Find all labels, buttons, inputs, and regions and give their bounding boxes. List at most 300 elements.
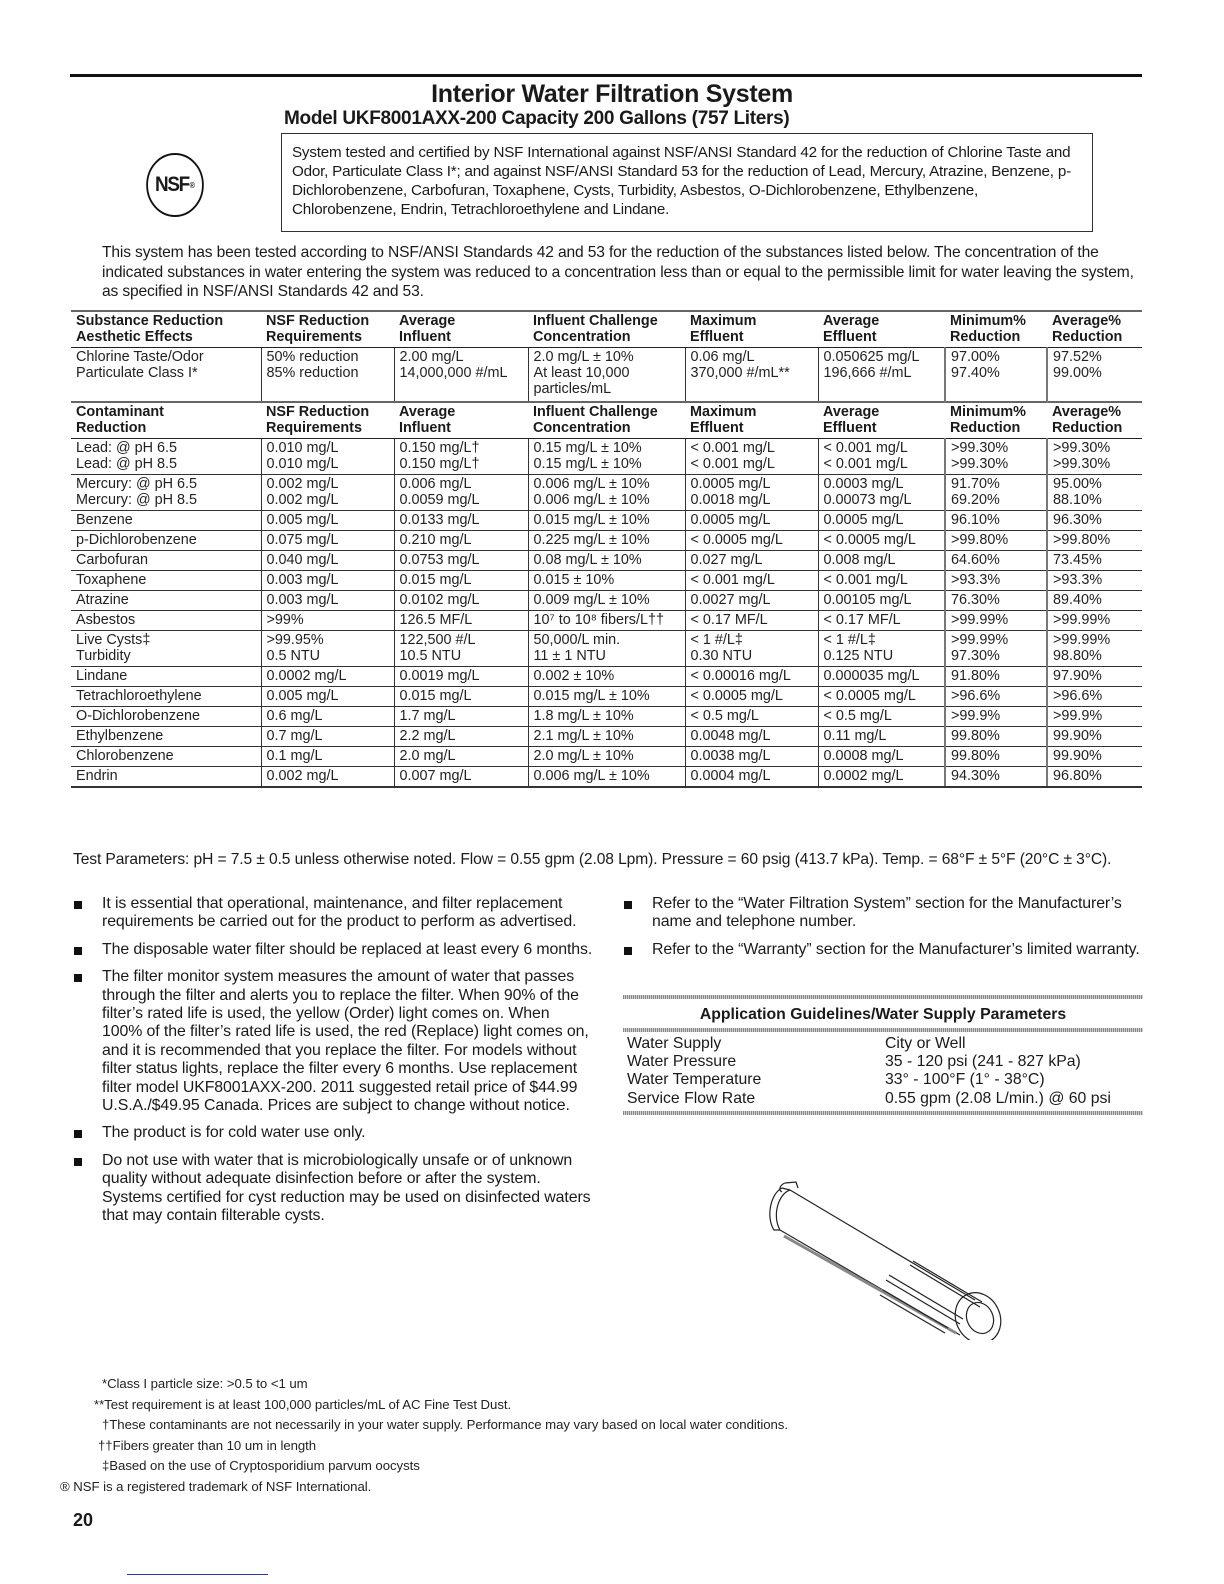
cell-line: 2.2 mg/L	[399, 728, 456, 744]
bullet-text: The filter monitor system measures the amount of water that passes through the filter and alerts you to replace the filter. When 90% of the filter’s rated life is used, the yellow (Order) light comes on. When 100% of the filter’s rated life is used, the red (Replace) light comes on, and it is recommended that you replace the filter. For models without filter status lights, replace the filter every 6 months. Use replacement filter model UKF8001AXX-200. 2011 suggested retail price of $44.99 U.S.A./$49.95 Canada. Prices are subject to change without notice.	[102, 968, 589, 1115]
cell-line: >99%	[266, 612, 304, 628]
cell-line: Mercury: @ pH 8.5	[76, 492, 197, 508]
cell-line: 0.0038 mg/L	[690, 748, 771, 764]
cell-line: 0.00105 mg/L	[823, 592, 912, 608]
cell-line: Endrin	[76, 768, 118, 784]
table-cell	[1047, 667, 1142, 687]
cell-line: Atrazine	[76, 592, 129, 608]
cell-line: 0.015 mg/L ± 10%	[533, 688, 650, 704]
table-row	[71, 551, 1142, 571]
table-row	[71, 611, 1142, 631]
table-cell	[1047, 631, 1142, 667]
test-parameters: Test Parameters: pH = 7.5 ± 0.5 unless otherwise noted. Flow = 0.55 gpm (2.08 Lpm). Pressure = 60 psig (413.7 kPa). Temp. = 68°F ± 5°F (20°C ± 3°C).	[73, 851, 1112, 868]
cell-line: 0.006 mg/L ± 10%	[533, 492, 650, 508]
cell-line: Average%	[1052, 404, 1122, 420]
cell-line: 2.1 mg/L ± 10%	[533, 728, 634, 744]
table-row	[71, 707, 1142, 727]
table-cell	[1047, 439, 1142, 475]
table-cell	[528, 707, 685, 727]
cell-line: >96.6%	[951, 688, 1001, 704]
cell-line: Maximum	[690, 404, 757, 420]
cell-line: 0.15 mg/L ± 10%	[533, 456, 642, 472]
cell-line: 0.015 mg/L	[399, 572, 472, 588]
cell-line: 97.30%	[951, 648, 1000, 664]
cell-line: < 0.0005 mg/L	[690, 688, 783, 704]
table-cell	[945, 667, 1047, 687]
cell-line: Average	[399, 404, 456, 420]
cell-line: 0.015 ± 10%	[533, 572, 615, 588]
bullet-square-icon	[624, 947, 632, 955]
cell-line: Average%	[1052, 313, 1122, 329]
cell-line: Influent Challenge	[533, 404, 658, 420]
column-header	[528, 402, 685, 439]
cell-line: Asbestos	[76, 612, 136, 628]
cell-line: 94.30%	[951, 768, 1000, 784]
cell-line: 0.5 NTU	[266, 648, 321, 664]
cell-line: At least 10,000	[533, 365, 630, 381]
table-cell	[261, 687, 394, 707]
bullet-text: It is essential that operational, maintenance, and filter replacement requirements be carried out for the product to perform as advertised.	[102, 895, 577, 931]
cell-line: < 0.17 MF/L	[823, 612, 901, 628]
cell-line: 64.60%	[951, 552, 1000, 568]
column-header	[945, 311, 1047, 348]
cell-line: 0.008 mg/L	[823, 552, 896, 568]
table-cell	[1047, 687, 1142, 707]
registered-mark: ®	[189, 180, 195, 190]
cell-line: Average	[823, 404, 880, 420]
cell-line: 96.80%	[1053, 768, 1102, 784]
cell-line: 99.00%	[1053, 365, 1102, 381]
cell-line: 0.002 mg/L	[266, 492, 339, 508]
cell-line: 0.0005 mg/L	[690, 476, 771, 492]
cell-line: NSF Reduction	[266, 313, 370, 329]
table-cell	[685, 667, 818, 687]
table-cell	[71, 631, 261, 667]
cell-line: Chlorine Taste/Odor	[76, 349, 204, 365]
table-cell	[528, 667, 685, 687]
table-cell	[71, 767, 261, 788]
cell-line: 99.80%	[951, 748, 1000, 764]
cell-line: >99.80%	[951, 532, 1009, 548]
bullet-item	[623, 895, 1143, 932]
table-cell	[71, 551, 261, 571]
cell-line: 0.002 mg/L	[266, 768, 339, 784]
cell-line: 0.000035 mg/L	[823, 668, 920, 684]
cell-line: Maximum	[690, 313, 757, 329]
certification-box	[281, 133, 1093, 232]
table-cell	[1047, 707, 1142, 727]
cell-line: Particulate Class I*	[76, 365, 198, 381]
table-cell	[818, 747, 945, 767]
cell-line: 0.30 NTU	[690, 648, 753, 664]
table-cell	[685, 747, 818, 767]
cell-line: 0.0005 mg/L	[690, 512, 771, 528]
cell-line: 10.5 NTU	[399, 648, 462, 664]
table-cell	[71, 727, 261, 747]
cell-line: Carbofuran	[76, 552, 148, 568]
bullet-text: Refer to the “Warranty” section for the Manufacturer’s limited warranty.	[652, 940, 1140, 958]
cell-line: 0.002 ± 10%	[533, 668, 615, 684]
column-header	[685, 402, 818, 439]
cell-line: 0.006 mg/L ± 10%	[533, 476, 650, 492]
cell-line: 85% reduction	[266, 365, 359, 381]
table-cell	[1047, 591, 1142, 611]
cell-line: Tetrachloroethylene	[76, 688, 202, 704]
table-cell	[71, 475, 261, 511]
table-cell	[818, 631, 945, 667]
contaminant-header-row	[71, 402, 1142, 439]
cell-line: < 0.00016 mg/L	[690, 668, 791, 684]
table-cell	[528, 348, 685, 403]
table-cell	[945, 511, 1047, 531]
guideline-label: Water Pressure	[627, 1053, 737, 1071]
cell-line: 0.0003 mg/L	[823, 476, 904, 492]
table-cell	[71, 707, 261, 727]
cell-line: 50% reduction	[266, 349, 359, 365]
cell-line: Requirements	[266, 420, 362, 436]
table-cell	[685, 591, 818, 611]
cell-line: 1.8 mg/L ± 10%	[533, 708, 634, 724]
cell-line: Concentration	[533, 329, 631, 345]
cell-line: 1.7 mg/L	[399, 708, 456, 724]
table-cell	[71, 439, 261, 475]
table-row	[71, 591, 1142, 611]
cell-line: 0.005 mg/L	[266, 512, 339, 528]
table-cell	[394, 591, 528, 611]
table-row	[71, 531, 1142, 551]
table-cell	[1047, 551, 1142, 571]
cell-line: Lindane	[76, 668, 128, 684]
cell-line: < 0.5 mg/L	[690, 708, 759, 724]
cell-line: >99.95%	[266, 632, 324, 648]
cell-line: 10⁷ to 10⁸ fibers/L††	[533, 612, 664, 628]
nsf-logo-text: NSF	[155, 173, 189, 196]
table-cell	[1047, 727, 1142, 747]
cell-line: 0.11 mg/L	[823, 728, 887, 744]
cell-line: Influent Challenge	[533, 313, 658, 329]
footnote: ® NSF is a registered trademark of NSF International.	[60, 1478, 372, 1494]
cell-line: 2.0 mg/L	[399, 748, 456, 764]
table-cell	[528, 611, 685, 631]
column-header	[528, 311, 685, 348]
cell-line: >99.99%	[951, 632, 1009, 648]
table-cell	[528, 727, 685, 747]
cell-line: Effluent	[823, 329, 877, 345]
table-cell	[261, 348, 394, 403]
table-cell	[71, 747, 261, 767]
table-cell	[394, 687, 528, 707]
cell-line: 0.7 mg/L	[266, 728, 323, 744]
cell-line: Toxaphene	[76, 572, 147, 588]
table-cell	[685, 475, 818, 511]
cell-line: 370,000 #/mL**	[690, 365, 790, 381]
cell-line: >99.30%	[951, 440, 1009, 456]
cell-line: 97.40%	[951, 365, 1000, 381]
table-cell	[685, 707, 818, 727]
application-guidelines-title: Application Guidelines/Water Supply Parameters	[699, 1006, 1067, 1023]
cell-line: 91.70%	[951, 476, 1000, 492]
table-cell	[394, 551, 528, 571]
hatch-rule	[623, 1111, 1143, 1115]
cell-line: 0.0133 mg/L	[399, 512, 480, 528]
cell-line: 0.010 mg/L	[266, 440, 339, 456]
table-cell	[818, 727, 945, 747]
column-header	[71, 402, 261, 439]
column-header	[818, 402, 945, 439]
column-header	[1047, 402, 1142, 439]
top-rule	[70, 74, 1142, 77]
table-cell	[261, 707, 394, 727]
table-cell	[394, 707, 528, 727]
cell-line: 2.0 mg/L ± 10%	[533, 349, 634, 365]
cell-line: Effluent	[690, 420, 744, 436]
table-cell	[945, 707, 1047, 727]
table-cell	[818, 571, 945, 591]
table-cell	[945, 631, 1047, 667]
cell-line: Reduction	[950, 420, 1021, 436]
cell-line: 0.003 mg/L	[266, 572, 339, 588]
table-cell	[261, 571, 394, 591]
cell-line: 0.075 mg/L	[266, 532, 339, 548]
cell-line: 122,500 #/L	[399, 632, 476, 648]
table-cell	[818, 687, 945, 707]
guideline-value: 35 - 120 psi (241 - 827 kPa)	[885, 1053, 1081, 1071]
cell-line: < 0.0005 mg/L	[823, 688, 916, 704]
table-cell	[945, 747, 1047, 767]
table-cell	[528, 687, 685, 707]
table-row	[71, 687, 1142, 707]
table-cell	[261, 511, 394, 531]
column-header	[71, 311, 261, 348]
cell-line: 99.80%	[951, 728, 1000, 744]
table-cell	[528, 631, 685, 667]
table-cell	[71, 687, 261, 707]
guideline-value: 0.55 gpm (2.08 L/min.) @ 60 psi	[885, 1089, 1111, 1107]
cell-line: Substance Reduction	[76, 313, 224, 329]
table-row	[71, 475, 1142, 511]
table-cell	[394, 631, 528, 667]
table-row	[71, 348, 1142, 403]
cell-line: 0.0753 mg/L	[399, 552, 480, 568]
application-guidelines	[623, 995, 1143, 1115]
cell-line: 0.0102 mg/L	[399, 592, 480, 608]
bullet-list-right	[623, 895, 1143, 968]
table-cell	[818, 511, 945, 531]
table-cell	[945, 551, 1047, 571]
guideline-label: Water Supply	[627, 1035, 722, 1052]
cell-line: 0.15 mg/L ± 10%	[533, 440, 642, 456]
table-cell	[528, 475, 685, 511]
link-underline[interactable]	[127, 1574, 268, 1575]
column-header	[394, 311, 528, 348]
table-cell	[685, 687, 818, 707]
table-cell	[685, 551, 818, 571]
table-cell	[818, 551, 945, 571]
cell-line: 0.050625 mg/L	[823, 349, 920, 365]
table-cell	[818, 707, 945, 727]
table-cell	[685, 727, 818, 747]
cell-line: 11 ± 1 NTU	[533, 648, 606, 664]
table-cell	[261, 475, 394, 511]
bullet-item	[623, 941, 1143, 959]
guideline-row	[627, 1053, 1143, 1071]
cell-line: 0.0027 mg/L	[690, 592, 771, 608]
table-cell	[528, 591, 685, 611]
table-cell	[394, 439, 528, 475]
cell-line: 0.027 mg/L	[690, 552, 763, 568]
cell-line: Chlorobenzene	[76, 748, 174, 764]
cell-line: 97.90%	[1053, 668, 1102, 684]
cell-line: 0.0008 mg/L	[823, 748, 904, 764]
cell-line: 69.20%	[951, 492, 1000, 508]
table-cell	[1047, 571, 1142, 591]
table-cell	[685, 611, 818, 631]
cell-line: >99.80%	[1053, 532, 1111, 548]
table-cell	[71, 667, 261, 687]
table-cell	[71, 511, 261, 531]
cell-line: 2.00 mg/L	[399, 349, 464, 365]
cell-line: >99.30%	[1053, 440, 1111, 456]
cell-line: 0.0019 mg/L	[399, 668, 480, 684]
cell-line: Lead: @ pH 8.5	[76, 456, 178, 472]
table-cell	[685, 348, 818, 403]
cell-line: Mercury: @ pH 6.5	[76, 476, 197, 492]
table-cell	[818, 475, 945, 511]
cell-line: < 0.5 mg/L	[823, 708, 892, 724]
bullet-square-icon	[74, 901, 82, 909]
table-cell	[394, 531, 528, 551]
bullet-square-icon	[74, 974, 82, 982]
table-cell	[394, 727, 528, 747]
bullet-text: The disposable water filter should be replaced at least every 6 months.	[102, 940, 593, 958]
column-header	[945, 402, 1047, 439]
cell-line: 0.0005 mg/L	[823, 512, 904, 528]
guideline-row	[627, 1071, 1143, 1089]
cell-line: 88.10%	[1053, 492, 1102, 508]
cell-line: < 0.17 MF/L	[690, 612, 768, 628]
footnote: ‡Based on the use of Cryptosporidium parvum oocysts	[102, 1458, 420, 1473]
cell-line: >96.6%	[1053, 688, 1103, 704]
water-filter-cartridge-icon	[760, 1150, 1010, 1340]
cell-line: < 0.0005 mg/L	[823, 532, 916, 548]
cell-line: 2.0 mg/L ± 10%	[533, 748, 634, 764]
table-cell	[1047, 348, 1142, 403]
cell-line: 0.0002 mg/L	[823, 768, 904, 784]
table-cell	[528, 531, 685, 551]
cell-line: < 1 #/L‡	[823, 632, 876, 648]
cell-line: >99.99%	[1053, 632, 1111, 648]
cell-line: 0.015 mg/L	[399, 688, 472, 704]
table-cell	[945, 439, 1047, 475]
table-cell	[685, 571, 818, 591]
bullet-text: Do not use with water that is microbiologically unsafe or of unknown quality without adequate disinfection before or after the system. Systems certified for cyst reduction may be used on disinfected waters that may contain filterable cysts.	[102, 1151, 591, 1225]
cell-line: >99.30%	[951, 456, 1009, 472]
cell-line: 96.10%	[951, 512, 1000, 528]
table-cell	[945, 475, 1047, 511]
cell-line: < 0.001 mg/L	[823, 456, 908, 472]
page-title: Interior Water Filtration System	[431, 80, 793, 108]
table-cell	[394, 511, 528, 531]
cell-line: 0.0059 mg/L	[399, 492, 480, 508]
bullet-square-icon	[624, 901, 632, 909]
bullet-text: The product is for cold water use only.	[102, 1124, 366, 1142]
application-guidelines-rows	[623, 1032, 1143, 1111]
bullet-item	[73, 968, 593, 1115]
table-cell	[261, 611, 394, 631]
column-header	[261, 311, 394, 348]
table-row	[71, 511, 1142, 531]
cell-line: Requirements	[266, 329, 362, 345]
guideline-value: City or Well	[885, 1035, 966, 1052]
cell-line: 98.80%	[1053, 648, 1102, 664]
cell-line: 0.150 mg/L†	[399, 456, 480, 472]
cell-line: >93.3%	[951, 572, 1001, 588]
table-cell	[685, 511, 818, 531]
guideline-value: 33° - 100°F (1° - 38°C)	[885, 1071, 1045, 1089]
cell-line: 0.06 mg/L	[690, 349, 755, 365]
bullet-item	[73, 895, 593, 932]
table-cell	[71, 611, 261, 631]
cell-line: 0.0002 mg/L	[266, 668, 347, 684]
table-cell	[394, 767, 528, 788]
cell-line: 0.015 mg/L ± 10%	[533, 512, 650, 528]
cell-line: 126.5 MF/L	[399, 612, 473, 628]
table-cell	[71, 571, 261, 591]
cell-line: 0.003 mg/L	[266, 592, 339, 608]
column-header	[261, 402, 394, 439]
cell-line: 99.90%	[1053, 728, 1102, 744]
reduction-table	[71, 310, 1142, 788]
cell-line: Benzene	[76, 512, 133, 528]
footnote: ††Fibers greater than 10 um in length	[98, 1437, 317, 1453]
table-cell	[394, 475, 528, 511]
table-cell	[945, 767, 1047, 788]
bullet-list-left	[73, 895, 593, 1235]
cell-line: 96.30%	[1053, 512, 1102, 528]
table-cell	[945, 348, 1047, 403]
cell-line: Reduction	[76, 420, 147, 436]
intro-paragraph: This system has been tested according to NSF/ANSI Standards 42 and 53 for the reduction of the substances listed below. The concentration of the indicated substances in water entering the system was reduced to a concentration less than or equal to the permissible limit for water leaving the system, as specified in NSF/ANSI Standards 42 and 53.	[102, 244, 1134, 300]
table-cell	[528, 571, 685, 591]
cell-line: 0.225 mg/L ± 10%	[533, 532, 650, 548]
table-cell	[71, 531, 261, 551]
bullet-square-icon	[74, 947, 82, 955]
table-cell	[528, 439, 685, 475]
table-cell	[1047, 767, 1142, 788]
cell-line: Influent	[399, 420, 451, 436]
cell-line: 196,666 #/mL	[823, 365, 912, 381]
cell-line: 97.00%	[951, 349, 1000, 365]
guideline-label: Water Temperature	[627, 1071, 762, 1089]
cell-line: Reduction	[1052, 420, 1123, 436]
table-cell	[71, 591, 261, 611]
table-cell	[818, 591, 945, 611]
table-cell	[261, 747, 394, 767]
cell-line: 0.002 mg/L	[266, 476, 339, 492]
cell-line: < 0.001 mg/L	[690, 440, 775, 456]
bullet-square-icon	[74, 1130, 82, 1138]
cell-line: NSF Reduction	[266, 404, 370, 420]
cell-line: Minimum%	[950, 404, 1026, 420]
table-row	[71, 631, 1142, 667]
cell-line: 0.6 mg/L	[266, 708, 323, 724]
cell-line: Effluent	[690, 329, 744, 345]
cell-line: < 0.001 mg/L	[823, 572, 908, 588]
table-cell	[528, 551, 685, 571]
table-cell	[1047, 531, 1142, 551]
table-cell	[945, 611, 1047, 631]
column-header	[818, 311, 945, 348]
